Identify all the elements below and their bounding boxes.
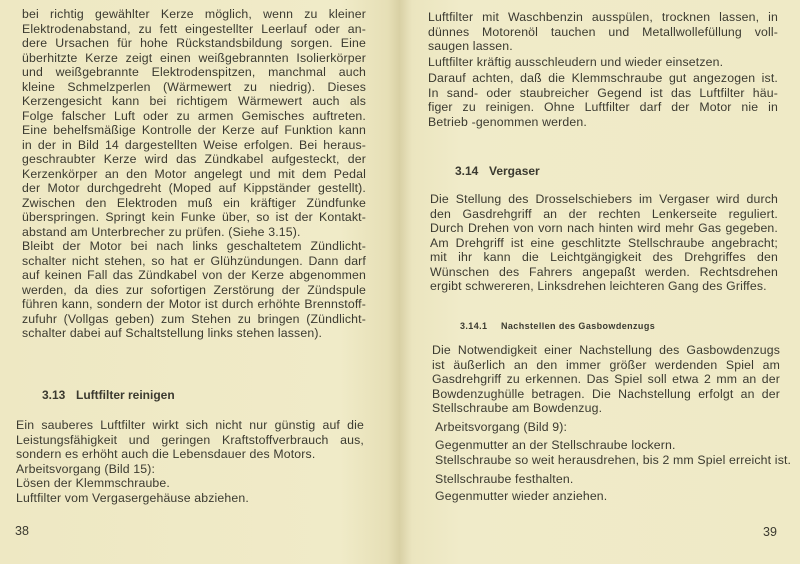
text-line: schalter nicht stehen, so hat er Glühzündungen. Dann darf [22, 253, 366, 268]
step-line: Stellschraube festhalten. [435, 471, 574, 486]
text-line: den Gasdrehgriff an der rechten Lenkerseite reguliert. [430, 206, 778, 221]
text-line: In sand- oder staubreicher Gegend ist das Luftfilter häu- [428, 85, 778, 100]
paragraph [430, 192, 778, 294]
page-number: 39 [763, 525, 777, 539]
text-line: überhitzte Kerze zeigt einen weißgebrannten Isolierkörper [22, 50, 366, 65]
text-line: figer zu reinigen. Ohne Luftfilter darf der Motor nie in [428, 100, 778, 114]
paragraph [16, 491, 364, 506]
paragraph [16, 476, 364, 491]
text-line: Bowdenzughülle betragen. Die Nachstellung erfolgt an der [432, 386, 780, 401]
text-line: ergibt schwereren, Linksdrehen leichteren Gang des Griffes. [430, 279, 767, 293]
text-line: Luftfilter vom Vergasergehäuse abziehen. [16, 490, 249, 505]
paragraph [428, 55, 778, 70]
text-line: Luftfilter kräftig ausschleudern und wieder einsetzen. [428, 55, 724, 69]
text-line: Zwischen den Elektroden muß ein kräftiger Zündfunke [22, 195, 366, 210]
text-line: sondern es erhöht auch die Lebensdauer des Motors. [16, 447, 316, 461]
text-line: Bleibt der Motor bei nach links geschaltetem Zündlicht- [22, 239, 366, 253]
section-heading-3-14 [455, 164, 540, 178]
text-line: saugen lassen. [428, 39, 513, 53]
text-line: Lösen der Klemmschraube. [16, 476, 170, 490]
paragraph [16, 462, 364, 477]
text-line: werden, da dies zur sofortigen Zerstörung der Zündspule [22, 282, 366, 297]
text-line: dünnes Motorenöl tauchen und Metallwollefüllung voll- [428, 24, 778, 39]
text-line: der Motor durchgedreht (Moped auf Kippständer gestellt). [22, 181, 366, 195]
text-line: Die Notwendigkeit einer Nachstellung des Gasbowdenzugs [432, 343, 780, 357]
text-line: Die Stellung des Drosselschiebers im Vergaser wird durch [430, 192, 778, 206]
step-line: Gegenmutter wieder anziehen. [435, 489, 608, 503]
section-title: Luftfilter reinigen [76, 388, 175, 402]
text-line: zufuhr (Vollgas geben) zum Stehen zu bringen (Zündlicht- [22, 311, 366, 326]
text-line: Eine behelfsmäßige Kontrolle der Kerze auf Funktion kann [22, 123, 366, 137]
section-number: 3.13 [42, 388, 66, 402]
step-line: Stellschraube so weit herausdrehen, bis 2 mm Spiel erreicht ist. [435, 453, 792, 467]
work-steps [435, 420, 792, 504]
text-line: ist äußerlich an den immer größer werdenden Spiel am [432, 357, 780, 372]
text-line: abstand am Unterbrecher zu prüfen. (Siehe 3.15). [22, 224, 301, 239]
text-line: Stellschraube am Bowdenzug. [432, 401, 603, 415]
paragraph [16, 418, 364, 462]
text-line: Am Drehgriff ist eine geschlitzte Stellschraube angebracht; [430, 235, 778, 250]
subsection-heading-3-14-1 [460, 321, 655, 331]
section-title: Vergaser [489, 164, 540, 178]
section-3-14-text [430, 192, 778, 294]
paragraph [428, 71, 778, 129]
step-line: Arbeitsvorgang (Bild 9): [435, 420, 568, 434]
section-number: 3.14 [455, 164, 479, 178]
left-top-text [22, 7, 366, 341]
text-line: Leistungsfähigkeit und geringen Kraftstoffverbrauch aus, [16, 432, 364, 447]
text-line: Durch Drehen von vorn nach hinten wird mehr Gas gegeben. [430, 221, 778, 235]
text-line: Kerzengesicht kann bei richtigem Wärmewert auch als [22, 94, 366, 108]
text-line: Folge falscher Luft oder zu armen Gemisches auftreten. [22, 108, 366, 123]
text-line: Ein sauberes Luftfilter wirkt sich nicht nur günstig auf die [16, 418, 364, 432]
subsection-number: 3.14.1 [460, 321, 488, 331]
text-line: Gasdrehgriff zu erkennen. Das Spiel soll etwa 2 mm an der [432, 372, 780, 386]
section-heading-3-13 [42, 388, 175, 402]
text-line: kleine Schmelzperlen (Wärmewert zu niedrig). Dieses [22, 79, 366, 94]
text-line: Wünschen des Fahrers angepaßt werden. Rechtsdrehen [430, 264, 778, 279]
section-3-13-text [16, 418, 364, 505]
text-line: überspringen. Springt kein Funke über, so ist der Kontakt- [22, 210, 366, 224]
text-line: führen kann, sondern der Motor ist durch erhöhte Brennstoff- [22, 297, 366, 311]
text-line: Betrieb -genommen werden. [428, 114, 587, 129]
text-line: dere Ursachen für hohe Rückstandsbildung sorgen. Eine [22, 36, 366, 50]
right-page [400, 0, 800, 564]
text-line: Luftfilter mit Waschbenzin ausspülen, trocknen lassen, in [428, 10, 778, 24]
subsection-3-14-1-text [432, 343, 780, 416]
subsection-title: Nachstellen des Gasbowdenzugs [501, 321, 656, 331]
step-line: Gegenmutter an der Stellschraube lockern. [435, 437, 676, 452]
text-line: mit ihr kann die Leichtgängigkeit des Drehgriffes den [430, 250, 778, 264]
text-line: Elektrodenabstand, zu fett eingestellter Leerlauf oder an- [22, 21, 366, 36]
paragraph [22, 7, 366, 239]
text-line: auf keinen Fall das Zündkabel von der Kerze abgenommen [22, 268, 366, 282]
text-line: in der in Bild 14 dargestellten Weise erfolgen. Bei heraus- [22, 137, 366, 152]
text-line: Darauf achten, daß die Klemmschraube gut angezogen ist. [428, 71, 778, 85]
paragraph [432, 343, 780, 416]
text-line: Arbeitsvorgang (Bild 15): [16, 461, 156, 476]
paragraph [428, 10, 778, 54]
text-line: schalter dabei auf Schaltstellung links stehen lassen). [22, 326, 323, 340]
paragraph [22, 239, 366, 341]
text-line: und weißgebrannte Elektrodenspitzen, manchmal auch [22, 65, 366, 79]
text-line: geschraubter Kerze wird das Zündkabel aufgesteckt, der [22, 152, 366, 166]
text-line: Kerzenkörper an den Motor angelegt und mit dem Pedal [22, 166, 366, 181]
text-line: bei richtig gewählter Kerze möglich, wenn zu kleiner [22, 7, 366, 21]
page-number: 38 [15, 524, 29, 538]
right-top-text [428, 10, 778, 129]
